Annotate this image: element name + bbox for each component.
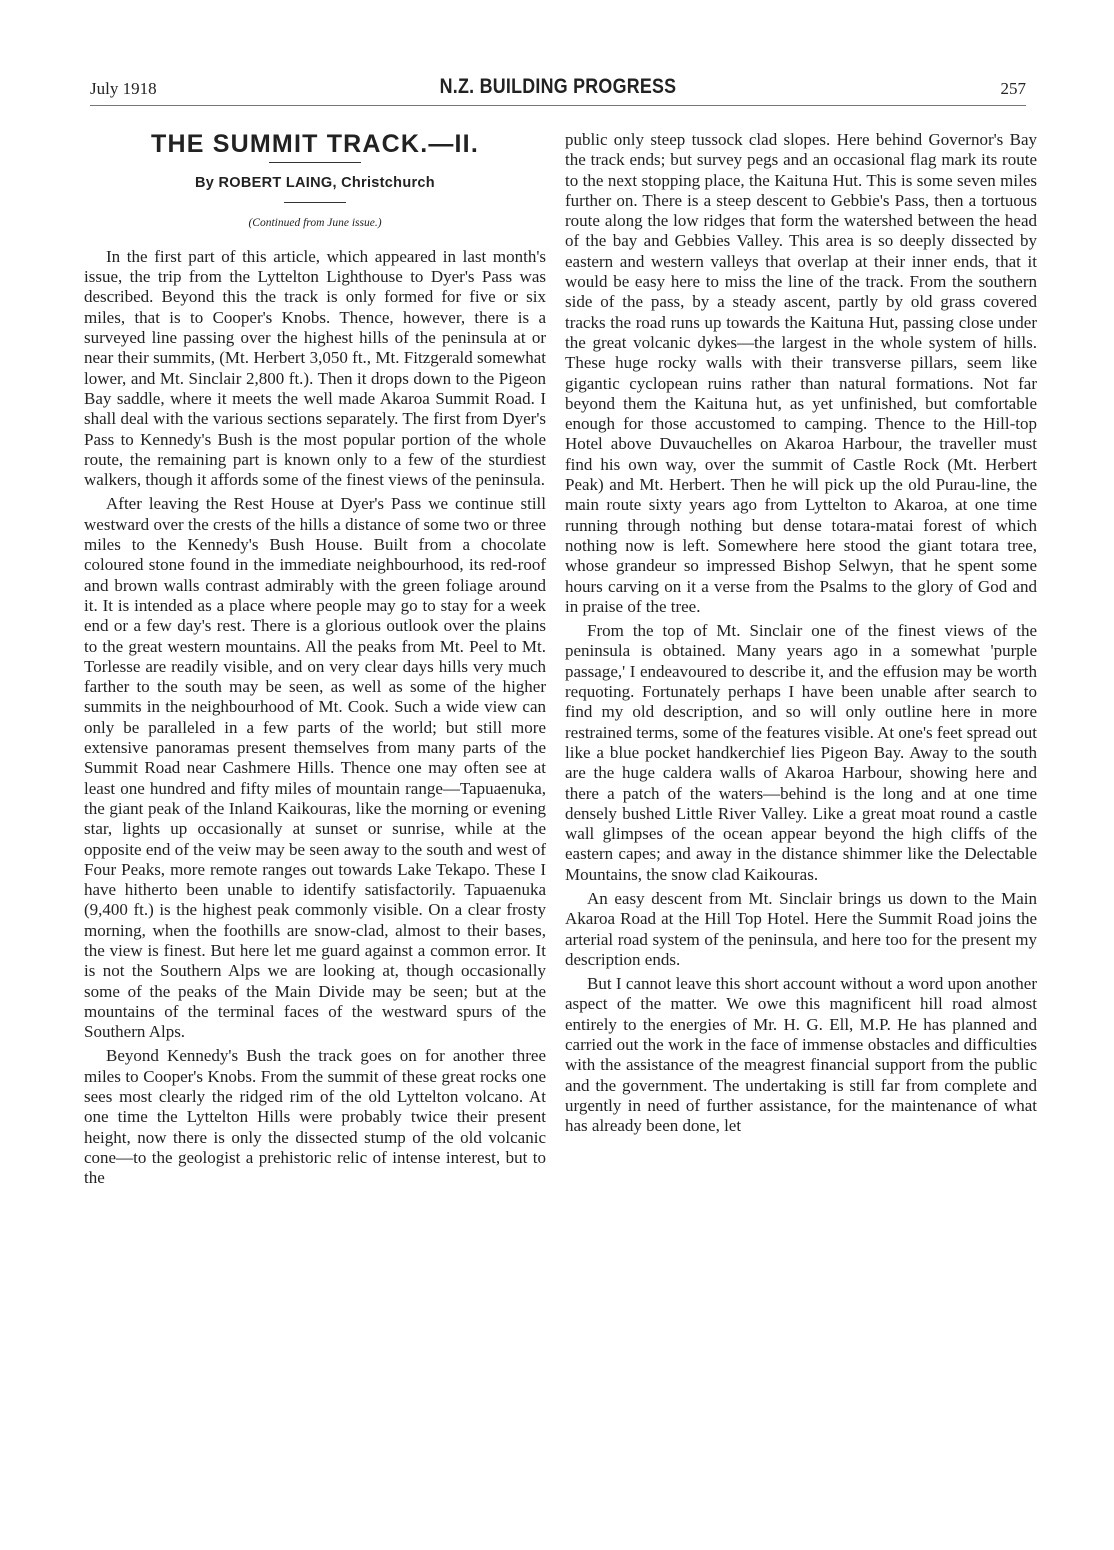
issue-date: July 1918 xyxy=(90,79,157,98)
byline: By ROBERT LAING, Christchurch xyxy=(195,175,435,192)
paragraph: An easy descent from Mt. Sinclair brings us down to the Main Akaroa Road at the Hill Top Hotel. Here the Summit Road joins the arterial road system of the peninsula, and here too for the present my description ends. xyxy=(565,888,1037,969)
running-header xyxy=(90,75,1026,106)
paragraph: In the first part of this article, which appeared in last month's issue, the trip from the Lyttelton Lighthouse to Dyer's Pass was described. Beyond this the track is only formed for five or six miles, that is to Cooper's Knobs. Thence, however, there is a surveyed line passing over the highest hills of the peninsula at or near their summits, (Mt. Herbert 3,050 ft., Mt. Fitzgerald somewhat lower, and Mt. Sinclair 2,800 ft.). Then it drops down to the Pigeon Bay saddle, where it meets the well made Akaroa Summit Road. I shall deal with the various sections separately. The first from Dyer's Pass to Kennedy's Bush is the most popular portion of the whole route, the remaining part is known only to a few of the sturdiest walkers, though it affords some of the finest views of the peninsula. xyxy=(84,246,546,490)
left-column xyxy=(84,124,546,1189)
paragraph: Beyond Kennedy's Bush the track goes on for another three miles to Cooper's Knobs. From the summit of these great rocks one sees most clearly the ridged rim of the old Lyttelton volcano. At one time the Lyttelton Hills were probably twice their present height, now there is only the dissected stump of the old volcanic cone—to the geologist a prehistoric relic of intense interest, but to the xyxy=(84,1046,546,1188)
title-rule xyxy=(269,162,361,163)
paragraph: public only steep tussock clad slopes. Here behind Governor's Bay the track ends; but survey pegs and an occasional flag mark its route to the next stopping place, the Kaituna Hut. This is some seven miles further on. There is a steep descent to Gebbie's Pass, then a tortuous route along the low ridges that form the watershed between the head of the bay and Gebbies Valley. This area is so deeply dissected by eastern and western valleys that overlap at their inner ends, that it would be easy here to miss the line of the track. From the southern side of the pass, by a steady ascent, partly by old grass covered tracks the road runs up towards the Kaituna Hut, passing close under the great volcanic dykes—the largest in the whole system of hills. These huge rocky walls with their transverse pillars, seem like gigantic cyclopean ruins rather than natural formations. Not far beyond them the Kaituna hut, as yet unfinished, but comfortable enough for those accustomed to camping. Thence to the Hill-top Hotel above Duvauchelles on Akaroa Harbour, the traveller must find his own way, over the summit of Castle Rock (Mt. Herbert Peak) and Mt. Herbert. Then he will pick up the old Purau-line, the main route sixty years ago from Lyttelton to Akaroa, at one time running through nothing but dense totara-matai forest of which nothing now is left. Somewhere here stood the giant totara tree, whose grandeur so impressed Bishop Selwyn, that he spent some hours carving on it a verse from the Psalms to the glory of God and in praise of the tree. xyxy=(565,130,1037,616)
paragraph: But I cannot leave this short account without a word upon another aspect of the matter. We owe this magnificent hill road almost entirely to the energies of Mr. H. G. Ell, M.P. He has planned and carried out the work in the face of immense obstacles and difficulties with the assistance of the meagrest financial support from the public and the government. The undertaking is still far from complete and urgently in need of further assistance, for the maintenance of what has already been done, let xyxy=(565,974,1037,1136)
publication-title: N.Z. BUILDING PROGRESS xyxy=(439,75,677,98)
paragraph: After leaving the Rest House at Dyer's Pass we continue still westward over the crests of the hills a distance of some two or three miles to the Kennedy's Bush House. Built from a chocolate coloured stone found in the immediate neighbourhood, its red-roof and brown walls contrast admirably with the green foliage around it. It is intended as a place where people may go to stay for a week end or a few day's rest. There is a glorious outlook over the plains to the great western mountains. All the peaks from Mt. Peel to Mt. Torlesse are readily visible, and on very clear days hills very much farther to the south may be seen, as well as some of the higher summits in the neighbourhood of Mt. Cook. Such a wide view can only be paralleled in a few parts of the world; but still more extensive panoramas present themselves from many parts of the Summit Road near Cashmere Hills. Thence one may often see at least one hundred and fifty miles of mountain range—Tapuaenuka, the giant peak of the Inland Kaikouras, like the morning or evening star, lights up occasionally at sunset or sunrise, while at the opposite end of the veiw may be seen away to the south and west of Four Peaks, more remote ranges out towards Lake Tekapo. These I have hitherto been unable to identify satisfactorily. Tapuaenuka (9,400 ft.) is the highest peak commonly visible. On a clear frosty morning, when the foothills are snow-clad, almost to their bases, the view is finest. But here let me guard against a common error. It is not the Southern Alps we are looking at, though occasionally some of the peaks of the Main Divide may be seen; but at the mountains of the terminal faces of the westward spurs of the Southern Alps. xyxy=(84,494,546,1042)
page-number: 257 xyxy=(1000,79,1026,98)
right-column xyxy=(565,130,1037,1137)
continued-note: (Continued from June issue.) xyxy=(248,216,382,229)
byline-rule xyxy=(284,202,346,203)
paragraph: From the top of Mt. Sinclair one of the finest views of the peninsula is obtained. Many years ago in a somewhat 'purple passage,' I endeavoured to describe it, and the effusion may be worth requoting. Fortunately perhaps I have been unable after search to find my old description, and so will only outline here in more restrained terms, some of the features visible. At one's feet spread out like a blue pocket handkerchief lies Pigeon Bay. Away to the south are the huge caldera walls of Akaroa Harbour, showing here and there a patch of the waters—behind is the long and at one time densely bushed Little River Valley. Like a great moat round a castle wall glimpses of the ocean appear beyond the high cliffs of the eastern capes; and away in the distance shimmer like the Delectable Mountains, the snow clad Kaikouras. xyxy=(565,621,1037,884)
article-title: THE SUMMIT TRACK.—II. xyxy=(151,130,479,158)
